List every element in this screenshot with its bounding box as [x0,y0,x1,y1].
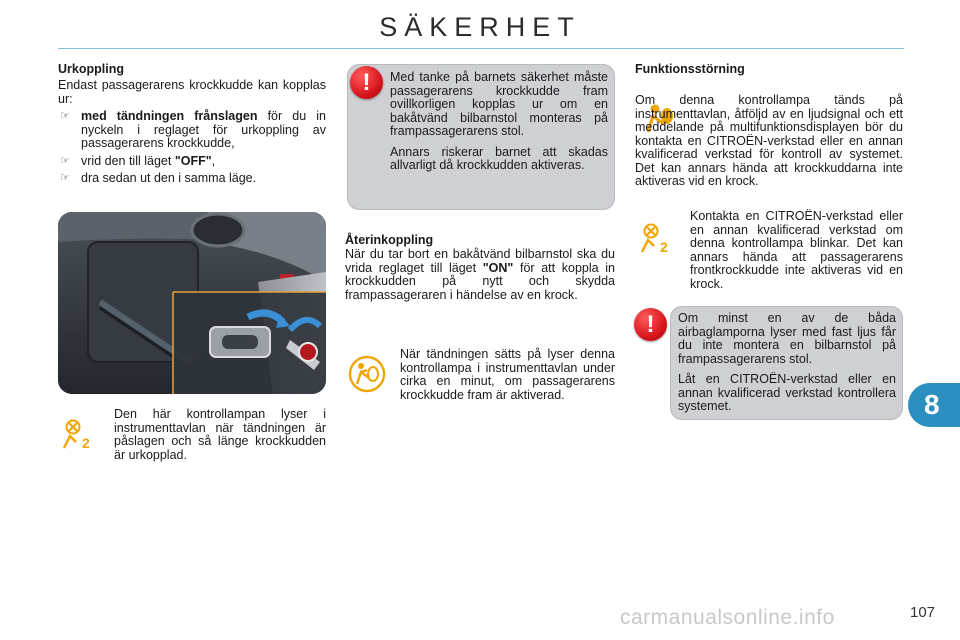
heading-urkoppling: Urkoppling [58,62,124,76]
aterinkoppling-bold: "ON" [482,260,514,275]
bullet-bold: med tändningen frånslagen [81,109,258,123]
urkoppling-intro: Endast passagerarens krockkudde kan kopplas ur: [58,78,326,106]
chapter-tab: 8 [908,383,960,427]
fault-description [635,94,903,189]
section-urkoppling [58,62,326,190]
bullet-text: vrid den till läget [81,153,175,168]
page-number: 107 [910,604,936,621]
bullet-bold: "OFF" [174,153,212,168]
warning-child-p1: Med tanke på barnets säkerhet måste passagerarens krockkudde fram ovillkorligen kopplas ur om en bakåtvänd bilbarnstol monteras på frampassagerarens stol. [390,70,608,138]
aterinkoppling-rest: för att koppla in krockkudden på nytt och skydda frampassageraren i händelse av en krock. [345,260,615,302]
heading-funktionsstorning: Funktionsstörning [635,62,745,76]
passenger-airbag-off-icon-blinking [640,222,674,254]
pointing-hand-icon: ☞ [60,110,70,122]
urkoppling-steps [58,110,326,186]
list-item [58,155,326,169]
list-item [58,110,326,151]
svg-text:2: 2 [660,239,668,254]
bullet-text: för du in nyckeln i reglaget för urkoppling av passagerarens krockkudde, [81,109,327,150]
warning-airbag-p2: Låt en CITROËN-verkstad eller en annan kvalificerad verkstad kontrollera systemet. [678,372,896,413]
watermark: carmanualsonline.info [620,606,835,629]
passenger-airbag-on-icon [347,354,387,394]
passenger-airbag-off-icon [62,418,96,450]
warning-box-airbag-lamps [670,306,903,420]
fault-text: Om denna kontrollampa tänds på instrumenttavlan, åtföljd av en ljudsignal och ett meddelande på multifunktionsdisplayen bör du kontakta en CITROËN-verkstad eller en annan kvalificerad verkstad för kontroll av systemet. Det kan annars hända att krockkuddarna inte aktiveras vid en krock. [635,93,903,188]
fault-blink-text: Kontakta en CITROËN-verkstad eller en annan kvalificerad verkstad om denna kontrollampa blinkar. Det kan annars hända att passagerarens frontkrockkudde inte aktiveras vid en krock. [690,209,903,291]
page-title: SÄKERHET [379,12,581,42]
warning-child-p2: Annars riskerar barnet att skadas allvarligt då krockkudden aktiveras. [390,144,608,172]
aterinkoppling-text [345,248,615,302]
warning-box-child-seat [347,64,615,210]
indicator-off-description: Den här kontrollampan lyser i instrumenttavlan när tändningen är påslagen och så länge krockkudden är urkopplad. [114,407,326,462]
heading-aterinkoppling: Återinkoppling [345,233,434,247]
list-item [58,172,326,186]
warning-exclamation-icon: ! [634,308,667,341]
indicator-on-description: När tändningen sätts på lyser denna kontrollampa i instrumenttavlan under cirka en minut, om passagerarens krockkudde fram är aktiverad. [400,347,615,402]
pointing-hand-icon: ☞ [60,172,70,184]
warning-airbag-p1: Om minst en av de båda airbaglamporna lyser med fast ljus får du inte montera en bilbarnstol på frampassagerarens stol. [678,311,896,366]
warning-exclamation-icon: ! [350,66,383,99]
aterinkoppling-pre: När du tar bort en bakåtvänd bilbarnstol ska du vrida reglaget till läget [345,247,615,275]
bullet-text: , [211,153,216,168]
svg-text:2: 2 [82,435,90,450]
pointing-hand-icon: ☞ [60,154,70,167]
airbag-switch-illustration [58,212,326,394]
bullet-text: dra sedan ut den i samma läge. [81,171,257,185]
dashboard-glovebox-drawing [58,212,326,394]
title-divider [58,48,904,49]
